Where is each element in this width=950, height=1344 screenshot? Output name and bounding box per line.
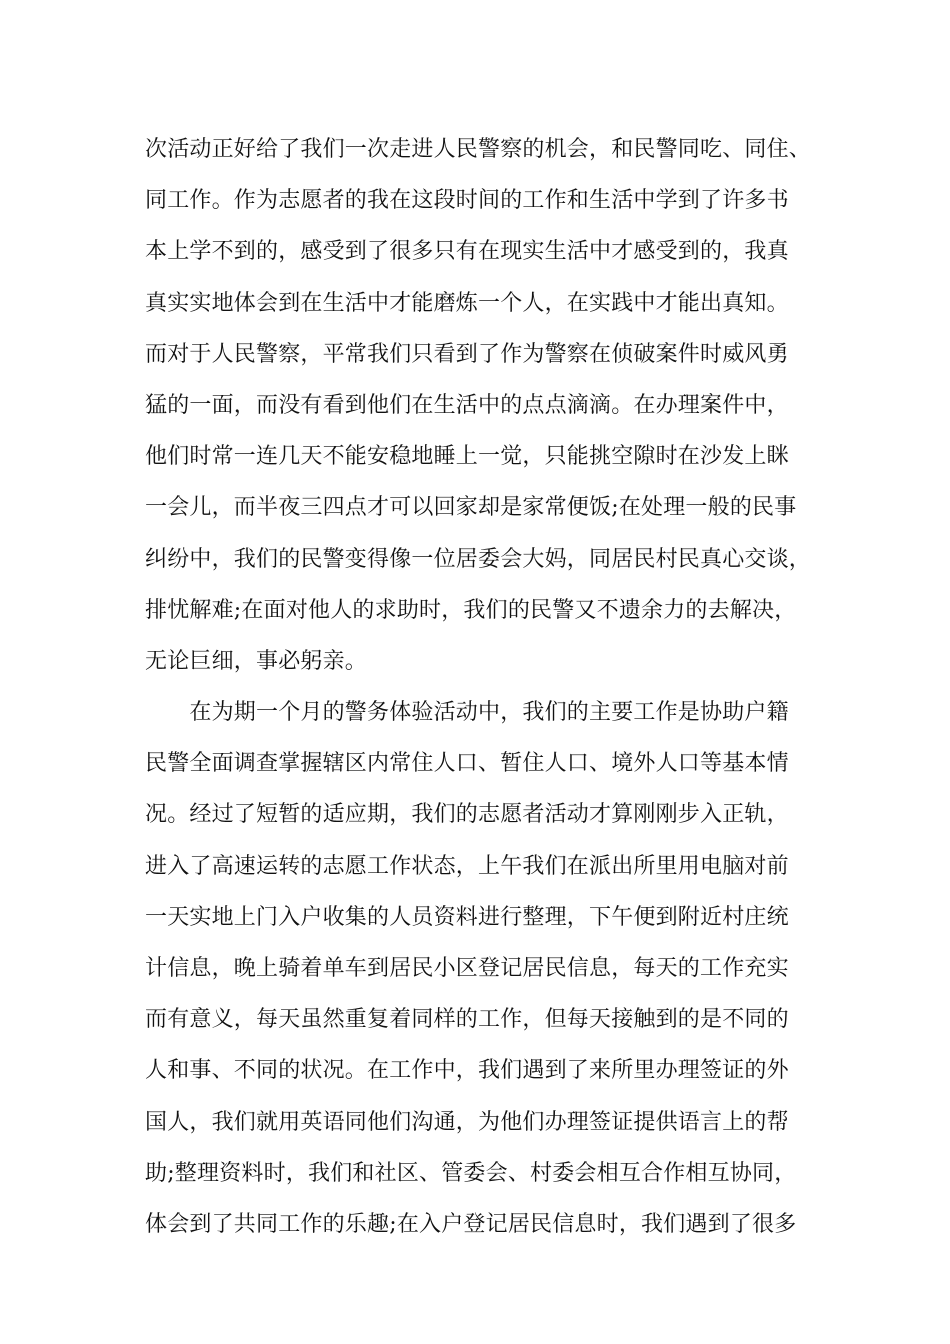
text-line: 而对于人民警察，平常我们只看到了作为警察在侦破案件时威风勇 [145,341,789,367]
text-line: 助;整理资料时，我们和社区、管委会、村委会相互合作相互协同， [145,1160,797,1186]
text-line: 真实实地体会到在生活中才能磨炼一个人，在实践中才能出真知。 [145,290,789,316]
text-line: 民警全面调查掌握辖区内常住人口、暂住人口、境外人口等基本情 [145,751,789,777]
text-line: 本上学不到的，感受到了很多只有在现实生活中才感受到的，我真 [145,239,789,265]
text-line: 纠纷中，我们的民警变得像一位居委会大妈，同居民村民真心交谈， [145,546,812,572]
text-line: 而有意义，每天虽然重复着同样的工作，但每天接触到的是不同的 [145,1007,789,1033]
text-line: 进入了高速运转的志愿工作状态，上午我们在派出所里用电脑对前 [145,853,789,879]
text-line: 国人，我们就用英语同他们沟通，为他们办理签证提供语言上的帮 [145,1109,789,1135]
text-line: 一天实地上门入户收集的人员资料进行整理，下午便到附近村庄统 [145,904,789,930]
text-line: 一会儿，而半夜三四点才可以回家却是家常便饭;在处理一般的民事 [145,495,797,521]
body-text [145,124,845,1250]
text-line: 同工作。作为志愿者的我在这段时间的工作和生活中学到了许多书 [145,188,789,214]
text-line: 排忧解难;在面对他人的求助时，我们的民警又不遗余力的去解决， [145,597,797,623]
text-line: 他们时常一连几天不能安稳地睡上一觉，只能挑空隙时在沙发上眯 [145,444,789,470]
text-line: 况。经过了短暂的适应期，我们的志愿者活动才算刚刚步入正轨， [145,802,789,828]
text-line: 猛的一面，而没有看到他们在生活中的点点滴滴。在办理案件中， [145,392,789,418]
text-line: 次活动正好给了我们一次走进人民警察的机会，和民警同吃、同住、 [145,137,812,162]
text-line: 人和事、不同的状况。在工作中，我们遇到了来所里办理签证的外 [145,1058,789,1084]
text-line: 无论巨细，事必躬亲。 [145,648,368,674]
text-line: 在为期一个月的警务体验活动中，我们的主要工作是协助户籍 [145,700,789,726]
text-line: 计信息，晚上骑着单车到居民小区登记居民信息，每天的工作充实 [145,956,789,981]
text-line: 体会到了共同工作的乐趣;在入户登记居民信息时，我们遇到了很多 [145,1211,797,1237]
